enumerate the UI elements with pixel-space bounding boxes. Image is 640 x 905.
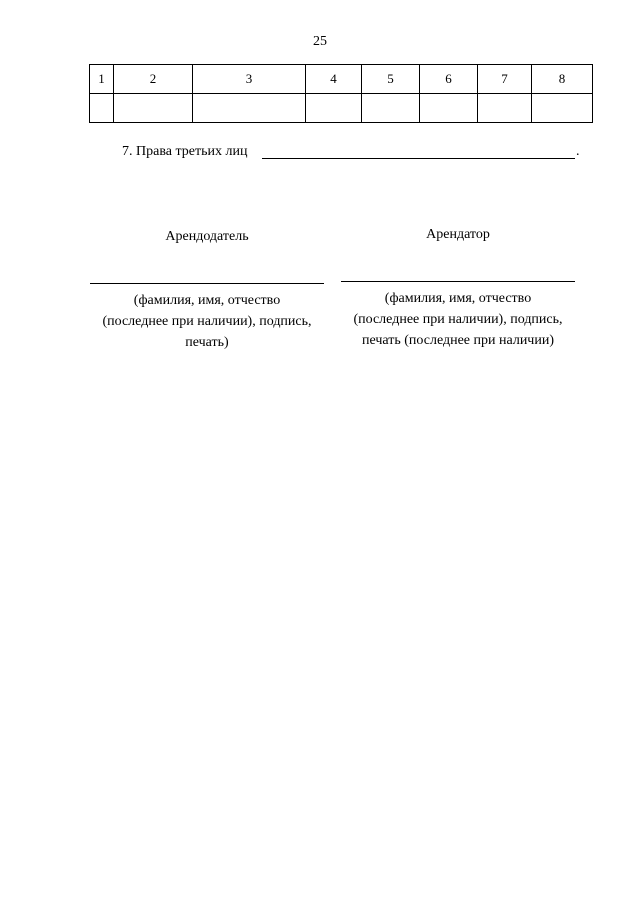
table-header-cell: 3 <box>193 65 306 94</box>
tenant-caption-line-2: (последнее при наличии), подпись, <box>353 312 563 327</box>
landlord-title: Арендодатель <box>165 229 249 244</box>
table-cell <box>420 94 478 123</box>
table-header-cell: 7 <box>478 65 532 94</box>
tenant-caption <box>331 288 585 351</box>
table-cell <box>478 94 532 123</box>
table-header-row <box>90 65 593 94</box>
table-cell <box>306 94 362 123</box>
table-header-cell: 2 <box>114 65 193 94</box>
column-table <box>89 64 593 123</box>
landlord-caption-line-3: печать) <box>185 335 229 350</box>
tenant-caption-line-1: (фамилия, имя, отчество <box>384 291 532 306</box>
section-7-blank-line <box>262 158 575 159</box>
table-cell <box>362 94 420 123</box>
section-7-label: 7. Права третьих лиц <box>122 144 248 159</box>
tenant-title: Арендатор <box>426 227 490 242</box>
table-row <box>90 94 593 123</box>
table-cell <box>114 94 193 123</box>
table-header-cell: 6 <box>420 65 478 94</box>
table-cell <box>193 94 306 123</box>
section-7-trailing-dot: . <box>576 144 580 159</box>
table-header-cell: 5 <box>362 65 420 94</box>
table-header-cell: 1 <box>90 65 114 94</box>
landlord-caption <box>80 290 334 353</box>
landlord-signature-line <box>90 283 324 284</box>
page-number: 25 <box>313 34 327 49</box>
tenant-signature-line <box>341 281 575 282</box>
table-cell <box>532 94 593 123</box>
table-header-cell: 8 <box>532 65 593 94</box>
table-header-cell: 4 <box>306 65 362 94</box>
table-cell <box>90 94 114 123</box>
landlord-caption-line-2: (последнее при наличии), подпись, <box>102 314 312 329</box>
landlord-caption-line-1: (фамилия, имя, отчество <box>133 293 281 308</box>
tenant-caption-line-3: печать (последнее при наличии) <box>361 333 554 348</box>
